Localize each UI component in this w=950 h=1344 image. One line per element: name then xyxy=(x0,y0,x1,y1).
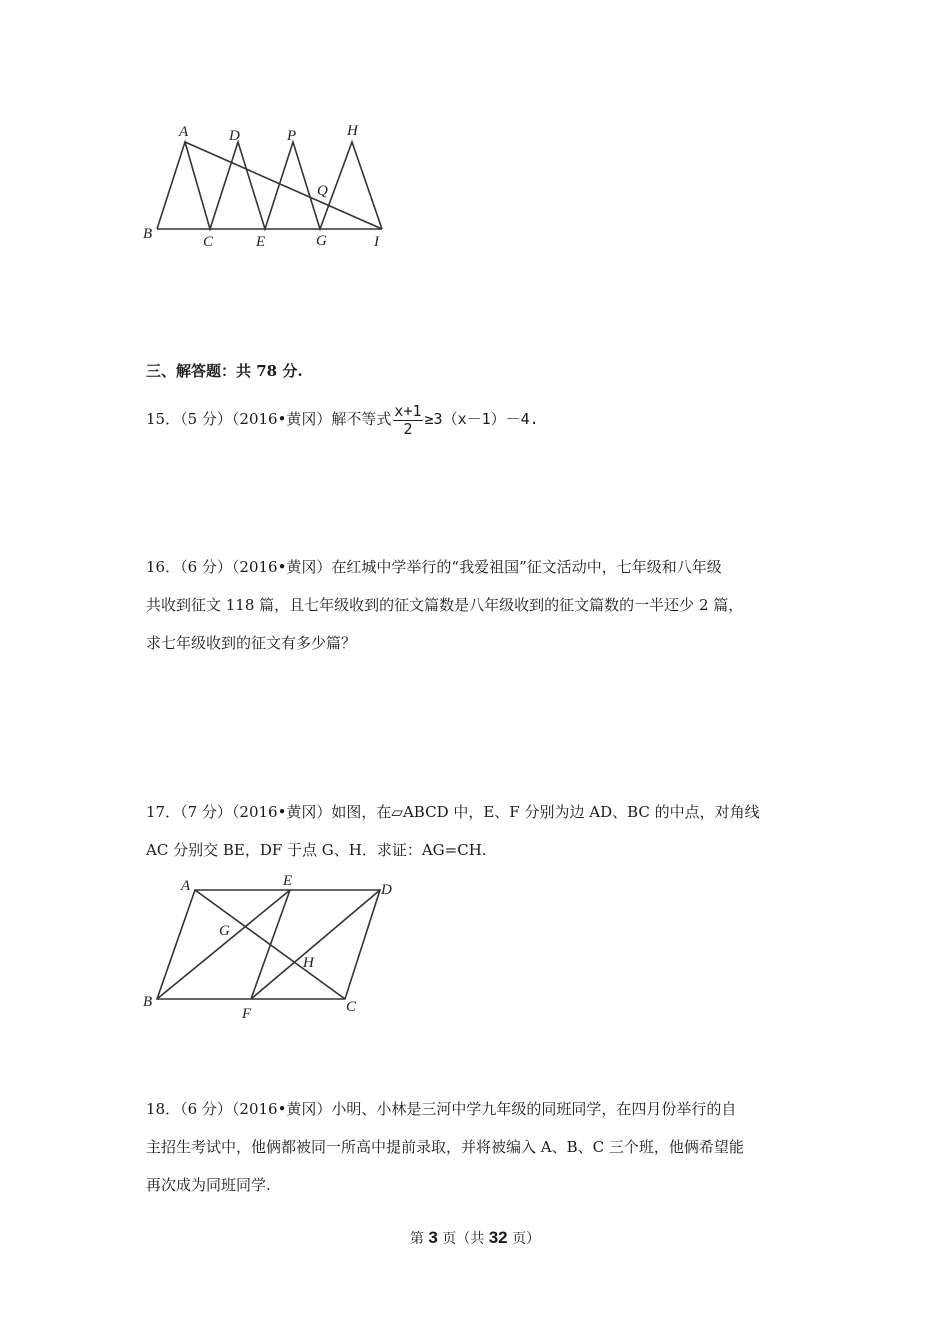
question-15 xyxy=(146,400,816,438)
question-18 xyxy=(146,1090,816,1204)
q18-line-3: 再次成为同班同学. xyxy=(146,1176,271,1194)
footer-post: 页） xyxy=(507,1231,541,1247)
label-f: F xyxy=(242,1006,252,1022)
figure-parallelogram-lines xyxy=(157,890,380,999)
figure-triangles xyxy=(130,115,400,260)
label-g: G xyxy=(316,233,327,249)
q15-suffix: ≥3（x－1）－4. xyxy=(424,410,539,428)
label-e: E xyxy=(256,234,266,250)
question-16 xyxy=(146,548,816,662)
label-e: E xyxy=(283,873,293,889)
footer-page-number: 3 xyxy=(428,1228,438,1247)
q16-line-2: 共收到征文 118 篇，且七年级收到的征文篇数是八年级收到的征文篇数的一半还少 2 篇， xyxy=(146,596,744,614)
q16-line-3: 求七年级收到的征文有多少篇？ xyxy=(146,634,357,652)
figure-parallelogram xyxy=(135,868,405,1023)
label-d: D xyxy=(229,128,240,144)
label-a: A xyxy=(179,124,189,140)
label-p: P xyxy=(287,128,297,144)
figure-triangles-lines xyxy=(157,142,382,229)
q15-fraction-numerator: x+1 xyxy=(394,401,422,420)
q15-fraction xyxy=(393,403,422,438)
label-g: G xyxy=(219,923,230,939)
footer-mid: 页（共 xyxy=(437,1231,489,1247)
label-d: D xyxy=(381,882,392,898)
q17-line-1: 17．（7 分）（2016•黄冈）如图，在▱ABCD 中，E、F 分别为边 AD、BC 的中点，对角线 xyxy=(146,803,760,821)
q17-line-2: AC 分别交 BE，DF 于点 G、H．求证：AG=CH. xyxy=(146,841,487,859)
q18-line-1: 18．（6 分）（2016•黄冈）小明、小林是三河中学九年级的同班同学，在四月份举行的自 xyxy=(146,1100,737,1118)
label-c: C xyxy=(203,234,214,250)
footer-total-pages: 32 xyxy=(488,1228,508,1247)
label-h: H xyxy=(303,955,314,971)
label-i: I xyxy=(374,234,379,250)
label-a: A xyxy=(181,878,191,894)
label-b: B xyxy=(143,994,153,1010)
section-title: 三、解答题：共 78 分. xyxy=(146,362,303,380)
q18-line-2: 主招生考试中，他俩都被同一所高中提前录取，并将被编入 A、B、C 三个班，他俩希望能 xyxy=(146,1138,744,1156)
question-17 xyxy=(146,793,816,869)
label-b: B xyxy=(143,226,153,242)
page-footer xyxy=(0,1228,950,1248)
label-h: H xyxy=(347,123,358,139)
label-q: Q xyxy=(317,183,328,199)
q15-fraction-denominator: 2 xyxy=(403,419,413,438)
q16-line-1: 16．（6 分）（2016•黄冈）在红城中学举行的“我爱祖国”征文活动中，七年级和八年级 xyxy=(146,558,722,576)
footer-pre: 第 xyxy=(409,1231,429,1247)
q15-prefix: 15．（5 分）（2016•黄冈）解不等式 xyxy=(146,410,392,428)
label-c: C xyxy=(346,999,357,1015)
